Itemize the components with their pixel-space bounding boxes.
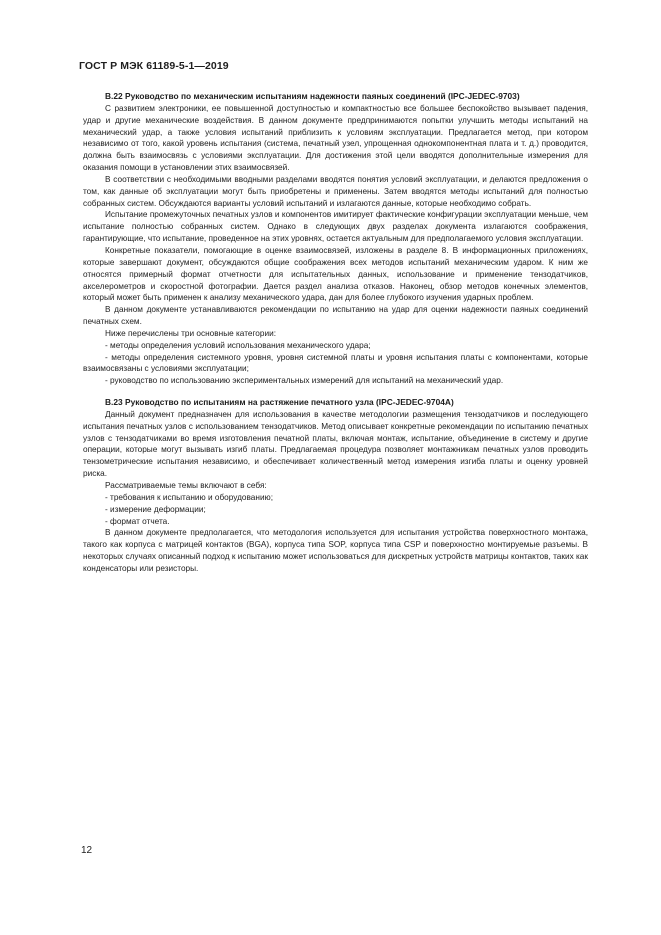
list-item: - формат отчета. (105, 516, 170, 526)
section-heading-b23: B.23 Руководство по испытаниям на растяжение печатного узла (IPC-JEDEC-9704A) (105, 397, 454, 408)
paragraph: В данном документе устанавливаются рекомендации по испытанию на удар для оценки надежности паяных соединений печатных схем. (83, 305, 588, 327)
list-item: - измерение деформации; (105, 504, 206, 514)
list-item: - требования к испытанию и оборудованию; (105, 492, 274, 502)
paragraph: Ниже перечислены три основные категории: (105, 328, 276, 338)
paragraph: Испытание промежуточных печатных узлов и компонентов имитирует фактические конфигурации эксплуатации меньше, чем испытание полностью собранных систем. Однако в следующих двух разделах документа излагаются соображения, гарантирующие, что испытание, проведенное на этих уровнях, остается актуальным для предполагаемого условия эксплуатации. (83, 210, 588, 244)
list-item: - методы определения системного уровня, уровня системной платы и уровня испытания платы с компонентами, которые взаимосвязаны с условиями эксплуатации; (83, 352, 588, 374)
paragraph: В данном документе предполагается, что методология используется для испытания устройства поверхностного монтажа, такого как корпуса с матрицей контактов (BGA), корпуса типа SOP, корпуса типа CSP и поверхностно монтируемые разъемы. В некоторых случаях описанный подход к испытанию может использоваться для дискретных устройств матрицы контактов, таких как конденсаторы или резисторы. (83, 528, 588, 573)
section-heading-b22: B.22 Руководство по механическим испытаниям надежности паяных соединений (IPC-JEDEC-9703) (105, 91, 520, 101)
paragraph: Данный документ предназначен для использования в качестве методологии размещения тензодатчиков и последующего испытания печатных узлов с использованием тензодатчиков. Метод описывает конкретные рекомендации по испытанию печатных узлов с тензодатчиками во время изготовления печатной платы, включая монтаж, испытание, объединение в систему и другие операции, которые могут вызывать изгиб платы. Предлагаемая процедура позволяет монтажникам печатных узлов проводить тензометрические испытания независимо, и обеспечивает количественный метод измерения изгиба платы и оценку уровней риска. (83, 409, 588, 479)
paragraph: Рассматриваемые темы включают в себя: (105, 481, 267, 490)
list-item: - руководство по использованию экспериментальных измерений для испытаний на механический удар. (105, 376, 504, 386)
paragraph: С развитием электроники, ее повышенной доступностью и компактностью все большее беспокойство вызывает падения, удар и другие механические воздействия. В данном документе предпринимаются попытки улучшить методы испытаний на механический удар, а также условия испытаний приблизить к условиям эксплуатации. Предлагается метод, при котором независимо от того, какой уровень испытания (система, печатный узел, упрощенная однокомпонентная плата и т. д.) проводится, должна быть взаимосвязь с условиями эксплуатации. Для достижения этой цели вводятся дополнительные измерения для оказания помощи в установлении этих взаимосвязей. (83, 103, 588, 173)
paragraph: Конкретные показатели, помогающие в оценке взаимосвязей, изложены в разделе 8. В информационных приложениях, которые завершают документ, обсуждаются общие соображения всех методов испытаний механическим ударом. К ним же относятся примерный формат отчетности для испытательных данных, использование и применение тензодатчиков, акселерометров и скоростной фотографии. Дается раздел анализа отказов. Наконец, обзор методов конечных элементов, который может быть применен к анализу механического удара, дан для более глубокого изучения ударных проблем. (83, 245, 588, 303)
list-item: - методы определения условий использования механического удара; (105, 340, 371, 350)
page-content (83, 91, 588, 575)
standard-header: ГОСТ Р МЭК 61189-5-1—2019 (79, 60, 229, 72)
page-number: 12 (81, 845, 93, 856)
paragraph: В соответствии с необходимыми вводными разделами вводятся понятия условий эксплуатации, и делаются предложения о том, как данные об эксплуатации могут быть приобретены и применены. Затем вводятся методы испытаний для полностью собранных систем. Обсуждаются варианты условий испытаний и излагаются данные, которые необходимо собрать. (83, 174, 588, 208)
